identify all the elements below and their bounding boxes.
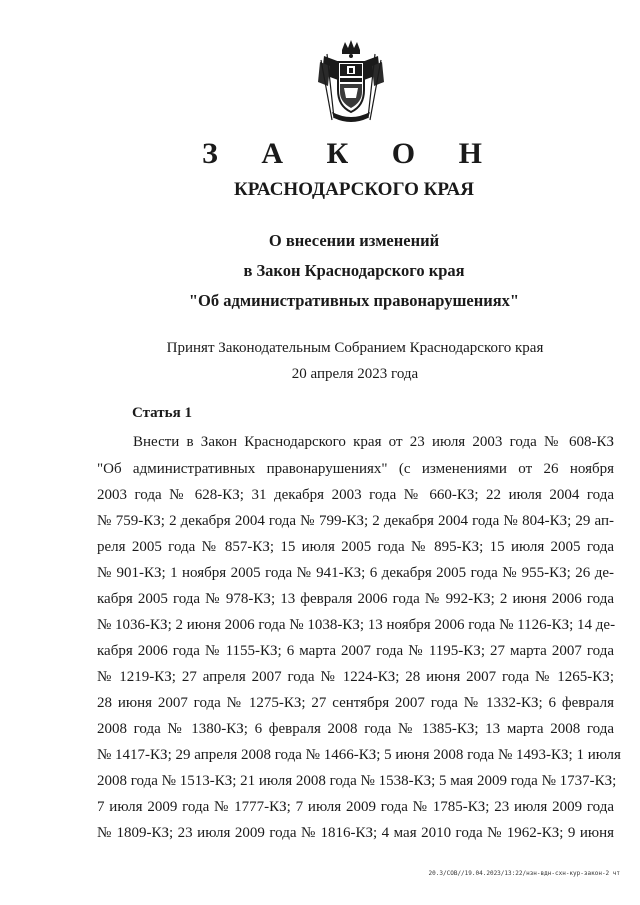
law-title: З А К О Н xyxy=(202,137,500,170)
document-footer-code: 20.3/СОВ//19.04.2023/13:22/нзн-вдн-схн-кур-закон-2 чт xyxy=(428,870,620,877)
article-text-line: 2008 года № 1380-КЗ; 6 февраля 2008 года № 1385-КЗ; 13 марта 2008 года xyxy=(97,721,614,737)
article-text-line: реля 2005 года № 857-КЗ; 15 июля 2005 года № 895-КЗ; 15 июля 2005 года xyxy=(97,539,614,555)
adopted-by-line: Принят Законодательным Собранием Краснодарского края xyxy=(166,340,544,356)
article-text-line: № 1219-КЗ; 27 апреля 2007 года № 1224-КЗ; 28 июня 2007 года № 1265-КЗ; xyxy=(97,669,614,685)
region-title: КРАСНОДАРСКОГО КРАЯ xyxy=(233,179,475,200)
article-text-line: № 1417-КЗ; 29 апреля 2008 года № 1466-КЗ; 5 июня 2008 года № 1493-КЗ; 1 июля xyxy=(97,747,621,763)
coat-of-arms-icon xyxy=(318,40,384,124)
article-text-line: 28 июня 2007 года № 1275-КЗ; 27 сентября 2007 года № 1332-КЗ; 6 февраля xyxy=(97,695,614,711)
article-text-line: кабря 2006 года № 1155-КЗ; 6 марта 2007 года № 1195-КЗ; 27 марта 2007 года xyxy=(97,643,614,659)
article-text-line: № 759-КЗ; 2 декабря 2004 года № 799-КЗ; 2 декабря 2004 года № 804-КЗ; 29 ап- xyxy=(97,513,614,529)
subject-line-2: в Закон Краснодарского края xyxy=(243,261,465,280)
article-heading: Статья 1 xyxy=(132,405,192,421)
article-text-line: № 1809-КЗ; 23 июля 2009 года № 1816-КЗ; 4 мая 2010 года № 1962-КЗ; 9 июня xyxy=(97,825,614,841)
article-text-line: № 1036-КЗ; 2 июня 2006 года № 1038-КЗ; 13 ноября 2006 года № 1126-КЗ; 14 де- xyxy=(97,617,616,633)
article-text-line: "Об административных правонарушениях" (с изменениями от 26 ноября xyxy=(97,461,614,477)
article-text-line: 2003 года № 628-КЗ; 31 декабря 2003 года № 660-КЗ; 22 июля 2004 года xyxy=(97,487,614,503)
article-text-line: 7 июля 2009 года № 1777-КЗ; 7 июля 2009 года № 1785-КЗ; 23 июля 2009 года xyxy=(97,799,614,815)
subject-line-1: О внесении изменений xyxy=(268,231,440,250)
article-text-line: кабря 2005 года № 978-КЗ; 13 февраля 2006 года № 992-КЗ; 2 июня 2006 года xyxy=(97,591,614,607)
adopted-date-line: 20 апреля 2023 года xyxy=(291,366,419,382)
subject-line-3: "Об административных правонарушениях" xyxy=(188,291,520,310)
article-text-line: Внести в Закон Краснодарского края от 23 июля 2003 года № 608-КЗ xyxy=(133,434,614,450)
article-text-line: 2008 года № 1513-КЗ; 21 июля 2008 года № 1538-КЗ; 5 мая 2009 года № 1737-КЗ; xyxy=(97,773,617,789)
article-text-line: № 901-КЗ; 1 ноября 2005 года № 941-КЗ; 6 декабря 2005 года № 955-КЗ; 26 де- xyxy=(97,565,614,581)
